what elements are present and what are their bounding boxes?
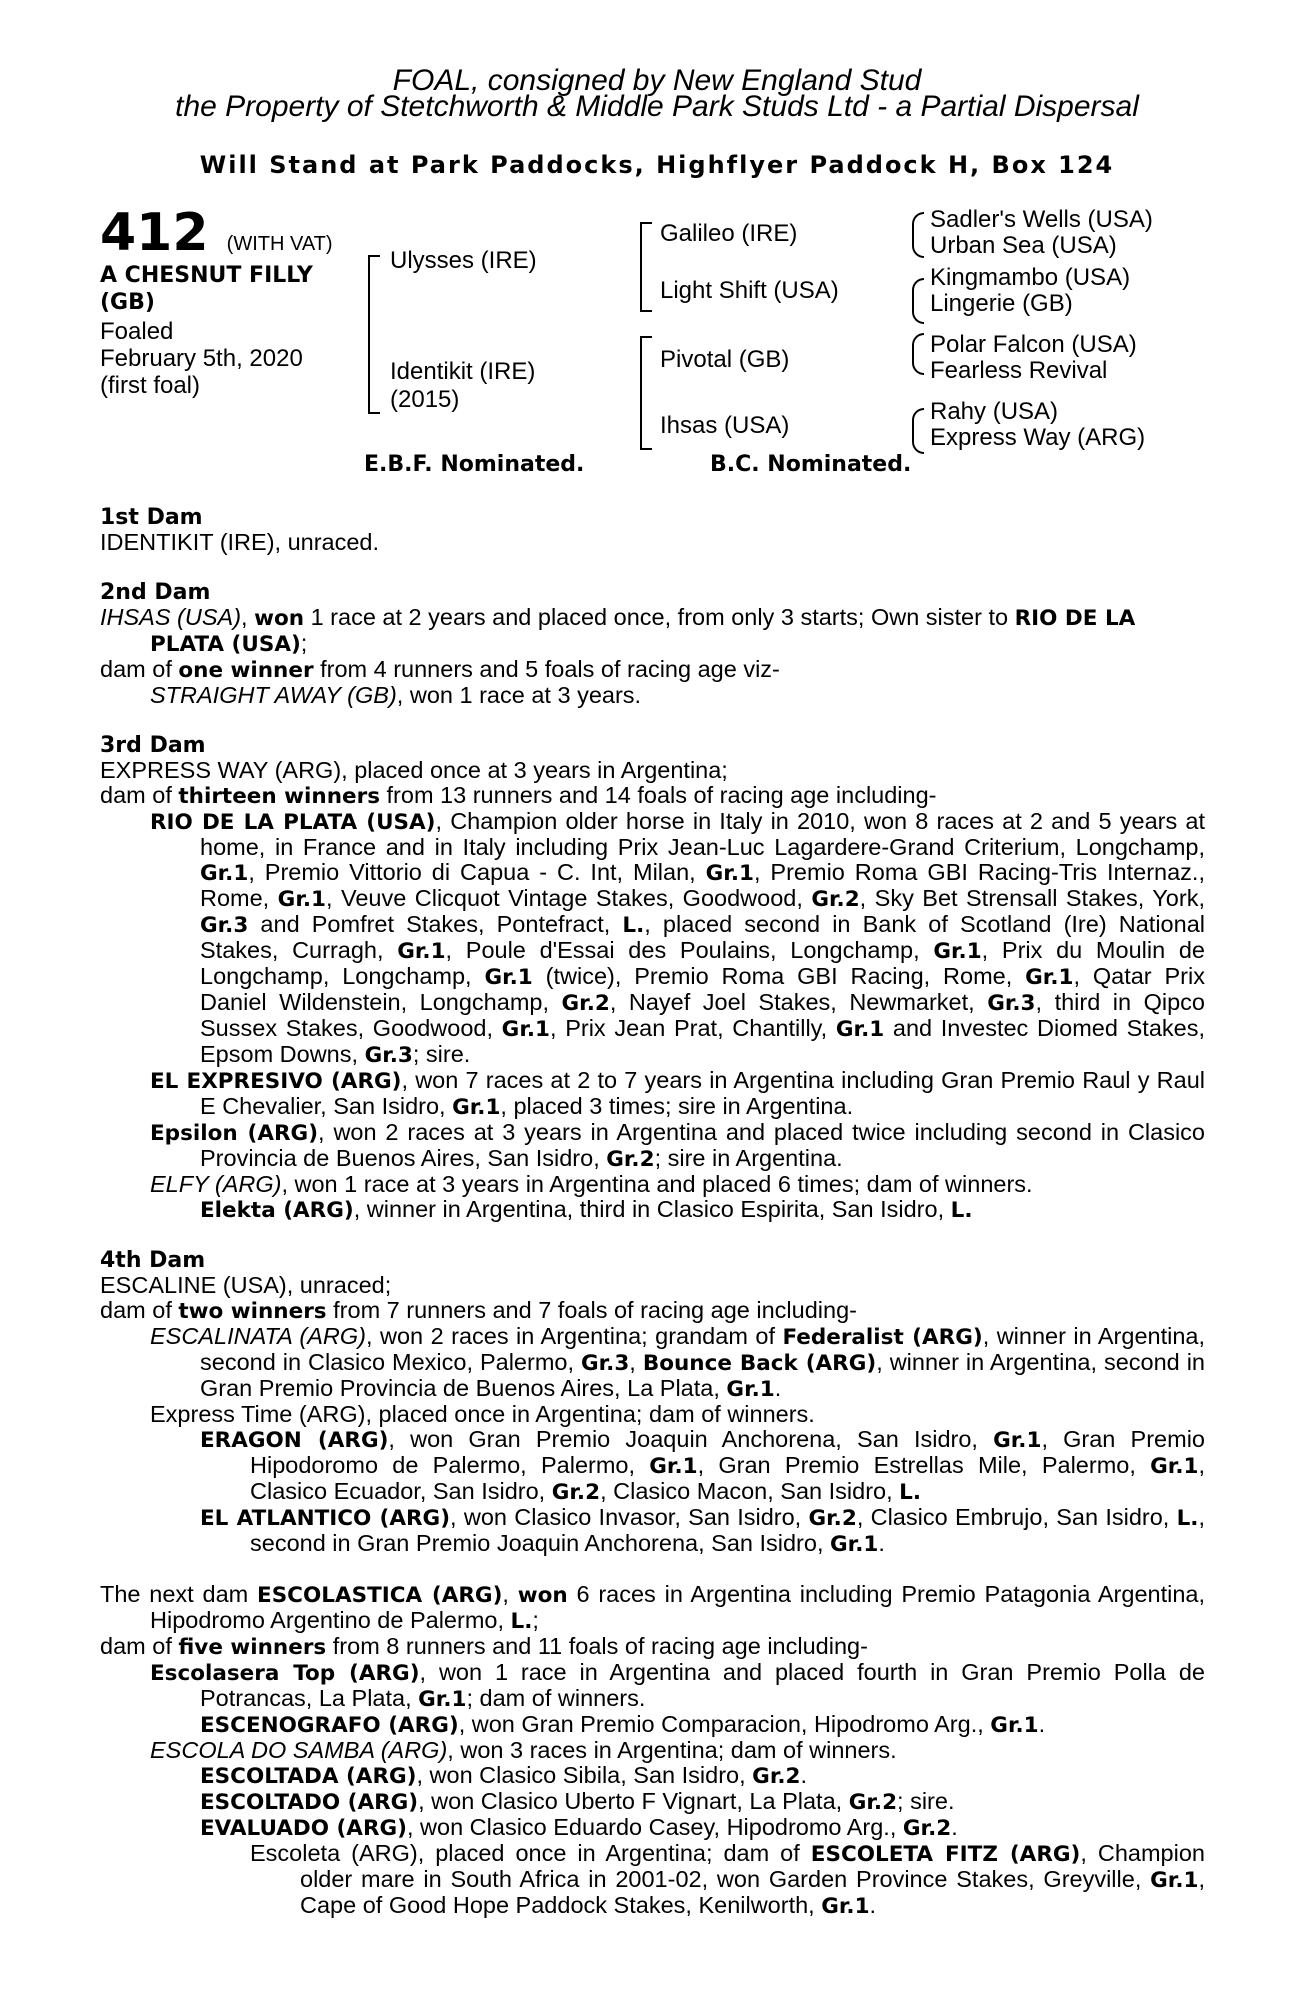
pedigree-sdd: Lingerie (GB): [930, 290, 1073, 317]
paragraph: Epsilon (ARG), won 2 races at 3 years in Argentina and placed twice including second in Clasico Provincia de Buenos Aires, San Isidro, Gr.2; sire in Argentina.: [150, 1119, 1206, 1172]
pedigree-dsd: Fearless Revival: [930, 357, 1108, 384]
bc-nominated: B.C. Nominated.: [710, 452, 912, 477]
paragraph: EL EXPRESIVO (ARG), won 7 races at 2 to 7 years in Argentina including Gran Premio Raul y Raul E Chevalier, San Isidro, Gr.1, placed 3 times; sire in Argentina.: [150, 1067, 1205, 1120]
pedigree-ddd: Express Way (ARG): [930, 424, 1146, 451]
ebf-nominated: E.B.F. Nominated.: [364, 452, 585, 477]
paragraph: STRAIGHT AWAY (GB), won 1 race at 3 years.: [150, 682, 642, 708]
first-foal-note: (first foal): [100, 372, 201, 399]
pedigree-dds: Rahy (USA): [930, 398, 1059, 425]
paragraph: EVALUADO (ARG), won Clasico Eduardo Casey, Hipodromo Arg., Gr.2.: [200, 1814, 958, 1841]
paragraph: dam of thirteen winners from 13 runners and 14 foals of racing age including-: [100, 782, 937, 809]
paragraph: Elekta (ARG), winner in Argentina, third in Clasico Espirita, San Isidro, L.: [200, 1196, 973, 1223]
lot-name-country: (GB): [100, 290, 155, 315]
pedigree-dam-dam: Ihsas (USA): [660, 412, 790, 439]
paragraph: ELFY (ARG), won 1 race at 3 years in Argentina and placed 6 times; dam of winners.: [150, 1171, 1033, 1197]
pedigree-dam: Identikit (IRE): [390, 358, 536, 385]
paragraph: EL ATLANTICO (ARG), won Clasico Invasor, San Isidro, Gr.2, Clasico Embrujo, San Isidro, L., second in Gran Premio Joaquin Anchorena, San Isidro, Gr.1.: [200, 1504, 1206, 1557]
pedigree-sire-dam: Light Shift (USA): [660, 277, 839, 304]
section-heading: 1st Dam: [100, 505, 203, 530]
pedigree-sire: Ulysses (IRE): [390, 247, 537, 274]
paragraph: EXPRESS WAY (ARG), placed once at 3 years in Argentina;: [100, 757, 728, 783]
pedigree-bracket: [912, 408, 924, 454]
paragraph: Express Time (ARG), placed once in Argentina; dam of winners.: [150, 1401, 815, 1427]
paragraph: IHSAS (USA), won 1 race at 2 years and placed once, from only 3 starts; Own sister to RIO DE LA PLATA (USA);: [100, 604, 1136, 657]
pedigree-bracket: [912, 278, 924, 324]
paragraph: dam of five winners from 8 runners and 11 foals of racing age including-: [100, 1633, 868, 1660]
location-line: Will Stand at Park Paddocks, Highflyer Paddock H, Box 124: [199, 151, 1115, 179]
section-heading: 2nd Dam: [100, 580, 211, 605]
property-line: the Property of Stetchworth & Middle Park Studs Ltd - a Partial Dispersal: [175, 90, 1139, 123]
paragraph: ESCOLA DO SAMBA (ARG), won 3 races in Argentina; dam of winners.: [150, 1737, 897, 1763]
lot-number: 412 (WITH VAT): [100, 203, 333, 263]
pedigree-sds: Kingmambo (USA): [930, 264, 1131, 291]
paragraph: ESCENOGRAFO (ARG), won Gran Premio Comparacion, Hipodromo Arg., Gr.1.: [200, 1711, 1046, 1738]
paragraph: ESCALINATA (ARG), won 2 races in Argentina; grandam of Federalist (ARG), winner in Argentina, second in Clasico Mexico, Palermo, Gr.3, Bounce Back (ARG), winner in Argentina, second in Gran Premio Provincia de Buenos Aires, La Plata, Gr.1.: [150, 1323, 1206, 1402]
catalogue-body: [100, 505, 1205, 1919]
section-heading: 3rd Dam: [100, 733, 206, 758]
pedigree-bracket: [640, 222, 652, 312]
consignor-line: FOAL, consigned by New England Stud: [392, 64, 922, 97]
pedigree-dam-year: (2015): [390, 386, 460, 413]
paragraph: ESCOLTADA (ARG), won Clasico Sibila, San Isidro, Gr.2.: [200, 1762, 808, 1789]
pedigree-ssd: Urban Sea (USA): [930, 232, 1117, 259]
paragraph: IDENTIKIT (IRE), unraced.: [100, 529, 380, 555]
paragraph: The next dam ESCOLASTICA (ARG), won 6 races in Argentina including Premio Patagonia Argentina, Hipodromo Argentino de Palermo, L.;: [100, 1581, 1206, 1634]
paragraph: Escoleta (ARG), placed once in Argentina; dam of ESCOLETA FITZ (ARG), Champion older mare in South Africa in 2001-02, won Garden Province Stakes, Greyville, Gr.1, Cape of Good Hope Paddock Stakes, Kenilworth, Gr.1.: [250, 1840, 1205, 1919]
pedigree-bracket: [912, 333, 924, 375]
pedigree-sss: Sadler's Wells (USA): [930, 206, 1153, 233]
foaled-label: Foaled: [100, 318, 174, 345]
pedigree-bracket: [912, 212, 924, 258]
paragraph: Escolasera Top (ARG), won 1 race in Argentina and placed fourth in Gran Premio Polla de Potrancas, La Plata, Gr.1; dam of winners.: [150, 1659, 1205, 1712]
pedigree-dss: Polar Falcon (USA): [930, 331, 1137, 358]
section-heading: 4th Dam: [100, 1248, 206, 1273]
pedigree-sire-sire: Galileo (IRE): [660, 220, 798, 247]
lot-name: A CHESNUT FILLY: [100, 263, 313, 288]
paragraph: RIO DE LA PLATA (USA), Champion older horse in Italy in 2010, won 8 races at 2 and 5 years at home, in France and in Italy including Prix Jean-Luc Lagardere-Grand Criterium, Longchamp, Gr.1, Premio Vittorio di Capua - C. Int, Milan, Gr.1, Premio Roma GBI Racing-Tris Internaz., Rome, Gr.1, Veuve Clicquot Vintage Stakes, Goodwood, Gr.2, Sky Bet Strensall Stakes, York, Gr.3 and Pomfret Stakes, Pontefract, L., placed second in Bank of Scotland (Ire) National Stakes, Curragh, Gr.1, Poule d'Essai des Poulains, Longchamp, Gr.1, Prix du Moulin de Longchamp, Longchamp, Gr.1 (twice), Premio Roma GBI Racing, Rome, Gr.1, Qatar Prix Daniel Wildenstein, Longchamp, Gr.2, Nayef Joel Stakes, Newmarket, Gr.3, third in Qipco Sussex Stakes, Goodwood, Gr.1, Prix Jean Prat, Chantilly, Gr.1 and Investec Diomed Stakes, Epsom Downs, Gr.3; sire.: [150, 808, 1205, 1068]
foaled-date: February 5th, 2020: [100, 345, 303, 372]
paragraph: ESCALINE (USA), unraced;: [100, 1272, 392, 1298]
vat-label: (WITH VAT): [226, 233, 333, 255]
paragraph: ESCOLTADO (ARG), won Clasico Uberto F Vignart, La Plata, Gr.2; sire.: [200, 1788, 955, 1815]
paragraph: dam of one winner from 4 runners and 5 foals of racing age viz-: [100, 656, 780, 683]
paragraph: ERAGON (ARG), won Gran Premio Joaquin Anchorena, San Isidro, Gr.1, Gran Premio Hipodoromo de Palermo, Palermo, Gr.1, Gran Premio Estrellas Mile, Palermo, Gr.1, Clasico Ecuador, San Isidro, Gr.2, Clasico Macon, San Isidro, L.: [200, 1426, 1205, 1505]
pedigree-bracket: [640, 336, 652, 450]
pedigree-bracket: [368, 255, 380, 414]
paragraph: dam of two winners from 7 runners and 7 foals of racing age including-: [100, 1297, 857, 1324]
pedigree-dam-sire: Pivotal (GB): [660, 346, 790, 373]
